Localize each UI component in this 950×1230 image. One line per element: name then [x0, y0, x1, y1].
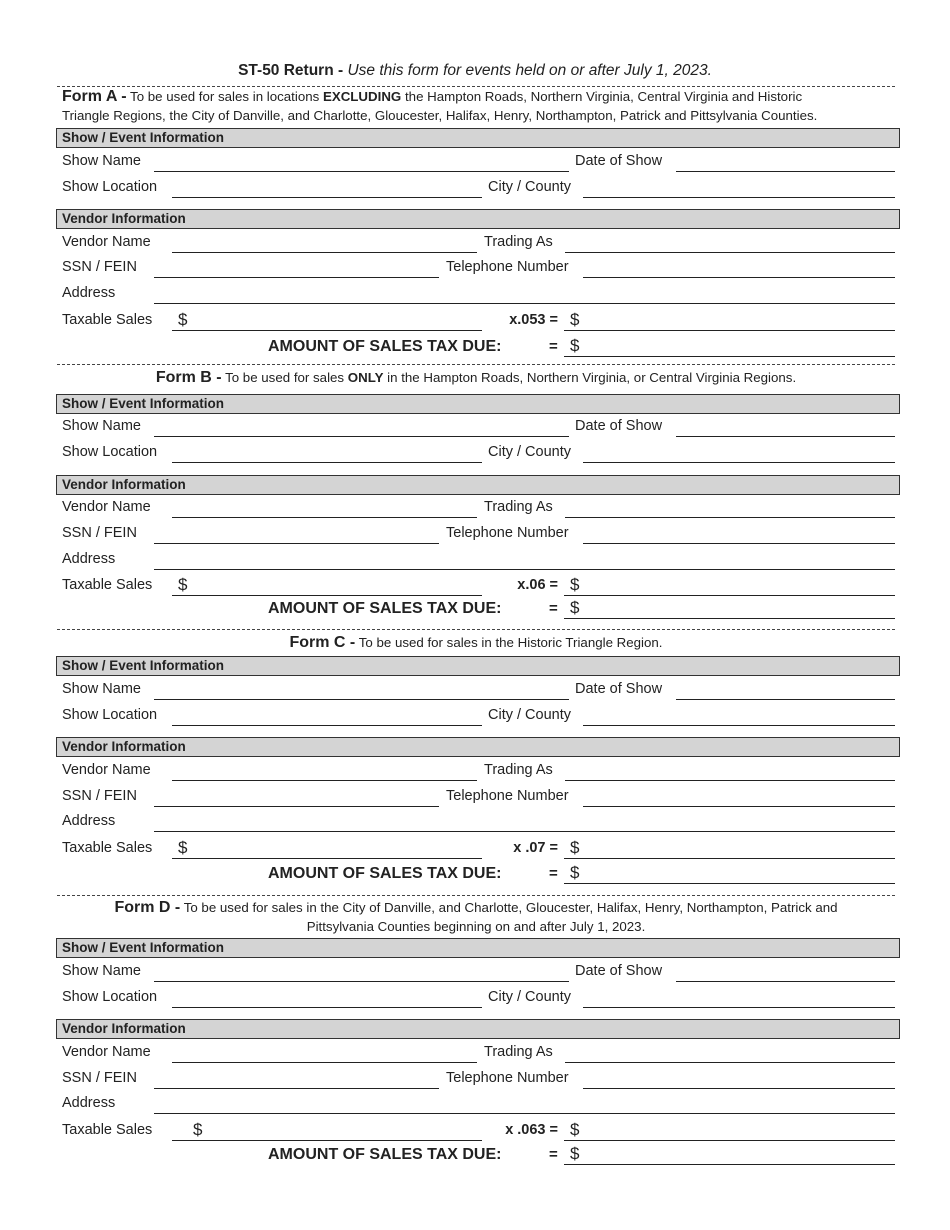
amount-due-label: AMOUNT OF SALES TAX DUE:	[268, 600, 502, 617]
address-label: Address	[62, 285, 116, 301]
dollar-sign: $	[570, 598, 580, 617]
show-location-underline	[172, 197, 482, 198]
form-heading	[57, 633, 895, 652]
date-of-show-underline	[676, 171, 895, 172]
dollar-sign: $	[570, 1144, 580, 1163]
date-of-show-label: Date of Show	[575, 963, 663, 979]
vendor-name-underline	[172, 517, 477, 518]
show-location-underline	[172, 1007, 482, 1008]
ssn-fein-label: SSN / FEIN	[62, 259, 137, 275]
form-description-emphasis: ONLY	[347, 370, 384, 385]
address-label: Address	[62, 1095, 116, 1111]
vendor-section-header: Vendor Information	[56, 475, 900, 495]
form-heading	[57, 368, 895, 387]
show-location-label: Show Location	[62, 444, 158, 460]
tax-computed-underline	[564, 858, 895, 859]
show-name-label: Show Name	[62, 153, 141, 169]
show-event-section-header: Show / Event Information	[56, 128, 900, 148]
date-of-show-underline	[676, 981, 895, 982]
taxable-sales-label: Taxable Sales	[62, 1122, 153, 1138]
taxable-sales-underline	[172, 595, 482, 596]
form-description-cont: in the Hampton Roads, Northern Virginia, or Central Virginia Regions.	[383, 370, 797, 385]
vendor-section-header: Vendor Information	[56, 737, 900, 757]
trading-as-underline	[565, 1062, 895, 1063]
equals-sign: =	[549, 600, 558, 617]
ssn-fein-underline	[154, 1088, 439, 1089]
equals-sign: =	[549, 1146, 558, 1163]
form-heading	[62, 87, 900, 125]
equals-sign: =	[549, 338, 558, 355]
date-of-show-label: Date of Show	[575, 153, 663, 169]
dollar-sign: $	[570, 863, 580, 882]
show-name-underline	[154, 699, 569, 700]
taxable-sales-label: Taxable Sales	[62, 840, 153, 856]
taxable-sales-underline	[172, 858, 482, 859]
city-county-underline	[583, 197, 895, 198]
telephone-label: Telephone Number	[446, 525, 569, 541]
trading-as-label: Trading As	[484, 234, 553, 250]
dollar-sign: $	[193, 1120, 203, 1139]
show-location-underline	[172, 462, 482, 463]
dollar-sign: $	[178, 838, 188, 857]
form-description: To be used for sales in the City of Danville, and Charlotte, Gloucester, Halifax, Henry, Northampton, Patrick and	[180, 900, 838, 915]
vendor-section-header: Vendor Information	[56, 209, 900, 229]
date-of-show-label: Date of Show	[575, 681, 663, 697]
ssn-fein-underline	[154, 277, 439, 278]
form-label: Form C -	[289, 634, 356, 651]
trading-as-underline	[565, 252, 895, 253]
show-location-label: Show Location	[62, 179, 158, 195]
form-description: To be used for sales in the Historic Triangle Region.	[355, 635, 663, 650]
form-label: Form B -	[155, 369, 222, 386]
form-description-emphasis: EXCLUDING	[322, 89, 402, 104]
show-event-section-header: Show / Event Information	[56, 394, 900, 414]
amount-due-underline	[564, 1164, 895, 1165]
title-bold: ST-50 Return -	[238, 62, 344, 79]
taxable-sales-underline	[172, 330, 482, 331]
telephone-underline	[583, 277, 895, 278]
tax-computed-underline	[564, 1140, 895, 1141]
address-underline	[154, 569, 895, 570]
vendor-name-underline	[172, 1062, 477, 1063]
telephone-underline	[583, 543, 895, 544]
dollar-sign: $	[178, 575, 188, 594]
city-county-label: City / County	[488, 989, 571, 1005]
tax-rate-multiplier: x .063 =	[505, 1122, 558, 1138]
address-underline	[154, 831, 895, 832]
show-name-label: Show Name	[62, 681, 141, 697]
amount-due-underline	[564, 618, 895, 619]
amount-due-label: AMOUNT OF SALES TAX DUE:	[268, 338, 502, 355]
ssn-fein-underline	[154, 543, 439, 544]
tax-rate-multiplier: x.053 =	[509, 312, 558, 328]
trading-as-label: Trading As	[484, 499, 553, 515]
vendor-name-label: Vendor Name	[62, 499, 151, 515]
dollar-sign: $	[570, 336, 580, 355]
dashed-divider	[57, 895, 895, 896]
ssn-fein-label: SSN / FEIN	[62, 525, 137, 541]
dollar-sign: $	[178, 310, 188, 329]
telephone-underline	[583, 1088, 895, 1089]
city-county-underline	[583, 462, 895, 463]
city-county-label: City / County	[488, 179, 571, 195]
amount-due-label: AMOUNT OF SALES TAX DUE:	[268, 865, 502, 882]
telephone-label: Telephone Number	[446, 788, 569, 804]
address-underline	[154, 1113, 895, 1114]
amount-due-underline	[564, 356, 895, 357]
form-label: Form A -	[62, 88, 127, 105]
form-heading	[57, 898, 895, 936]
form-description-line2: Pittsylvania Counties beginning on and after July 1, 2023.	[306, 919, 646, 934]
tax-computed-underline	[564, 595, 895, 596]
show-name-underline	[154, 436, 569, 437]
date-of-show-underline	[676, 436, 895, 437]
address-label: Address	[62, 813, 116, 829]
amount-due-underline	[564, 883, 895, 884]
date-of-show-label: Date of Show	[575, 418, 663, 434]
city-county-underline	[583, 1007, 895, 1008]
city-county-underline	[583, 725, 895, 726]
page-title	[0, 62, 950, 80]
dollar-sign: $	[570, 575, 580, 594]
form-description: To be used for sales in locations	[126, 89, 323, 104]
show-event-section-header: Show / Event Information	[56, 938, 900, 958]
trading-as-label: Trading As	[484, 762, 553, 778]
form-description-line2: Triangle Regions, the City of Danville, and Charlotte, Gloucester, Halifax, Henry, Northampton, Patrick and Pittsylvania Counties.	[62, 108, 818, 123]
taxable-sales-label: Taxable Sales	[62, 577, 153, 593]
show-event-section-header: Show / Event Information	[56, 656, 900, 676]
taxable-sales-label: Taxable Sales	[62, 312, 153, 328]
ssn-fein-label: SSN / FEIN	[62, 1070, 137, 1086]
show-name-label: Show Name	[62, 418, 141, 434]
address-underline	[154, 303, 895, 304]
dollar-sign: $	[570, 838, 580, 857]
dollar-sign: $	[570, 1120, 580, 1139]
dashed-divider	[57, 364, 895, 365]
title-italic: Use this form for events held on or after July 1, 2023.	[347, 62, 712, 79]
vendor-name-label: Vendor Name	[62, 1044, 151, 1060]
dollar-sign: $	[570, 310, 580, 329]
vendor-section-header: Vendor Information	[56, 1019, 900, 1039]
telephone-label: Telephone Number	[446, 1070, 569, 1086]
ssn-fein-underline	[154, 806, 439, 807]
city-county-label: City / County	[488, 707, 571, 723]
show-location-underline	[172, 725, 482, 726]
taxable-sales-underline	[172, 1140, 482, 1141]
telephone-underline	[583, 806, 895, 807]
trading-as-underline	[565, 780, 895, 781]
equals-sign: =	[549, 865, 558, 882]
form-label: Form D -	[114, 899, 181, 916]
dashed-divider	[57, 629, 895, 630]
vendor-name-label: Vendor Name	[62, 234, 151, 250]
show-name-underline	[154, 981, 569, 982]
city-county-label: City / County	[488, 444, 571, 460]
amount-due-label: AMOUNT OF SALES TAX DUE:	[268, 1146, 502, 1163]
tax-rate-multiplier: x.06 =	[517, 577, 558, 593]
tax-rate-multiplier: x .07 =	[513, 840, 558, 856]
vendor-name-underline	[172, 780, 477, 781]
form-description: To be used for sales	[221, 370, 348, 385]
form-description-cont: the Hampton Roads, Northern Virginia, Central Virginia and Historic	[401, 89, 803, 104]
trading-as-label: Trading As	[484, 1044, 553, 1060]
tax-computed-underline	[564, 330, 895, 331]
show-location-label: Show Location	[62, 707, 158, 723]
show-name-underline	[154, 171, 569, 172]
show-location-label: Show Location	[62, 989, 158, 1005]
trading-as-underline	[565, 517, 895, 518]
telephone-label: Telephone Number	[446, 259, 569, 275]
vendor-name-label: Vendor Name	[62, 762, 151, 778]
ssn-fein-label: SSN / FEIN	[62, 788, 137, 804]
address-label: Address	[62, 551, 116, 567]
show-name-label: Show Name	[62, 963, 141, 979]
vendor-name-underline	[172, 252, 477, 253]
date-of-show-underline	[676, 699, 895, 700]
